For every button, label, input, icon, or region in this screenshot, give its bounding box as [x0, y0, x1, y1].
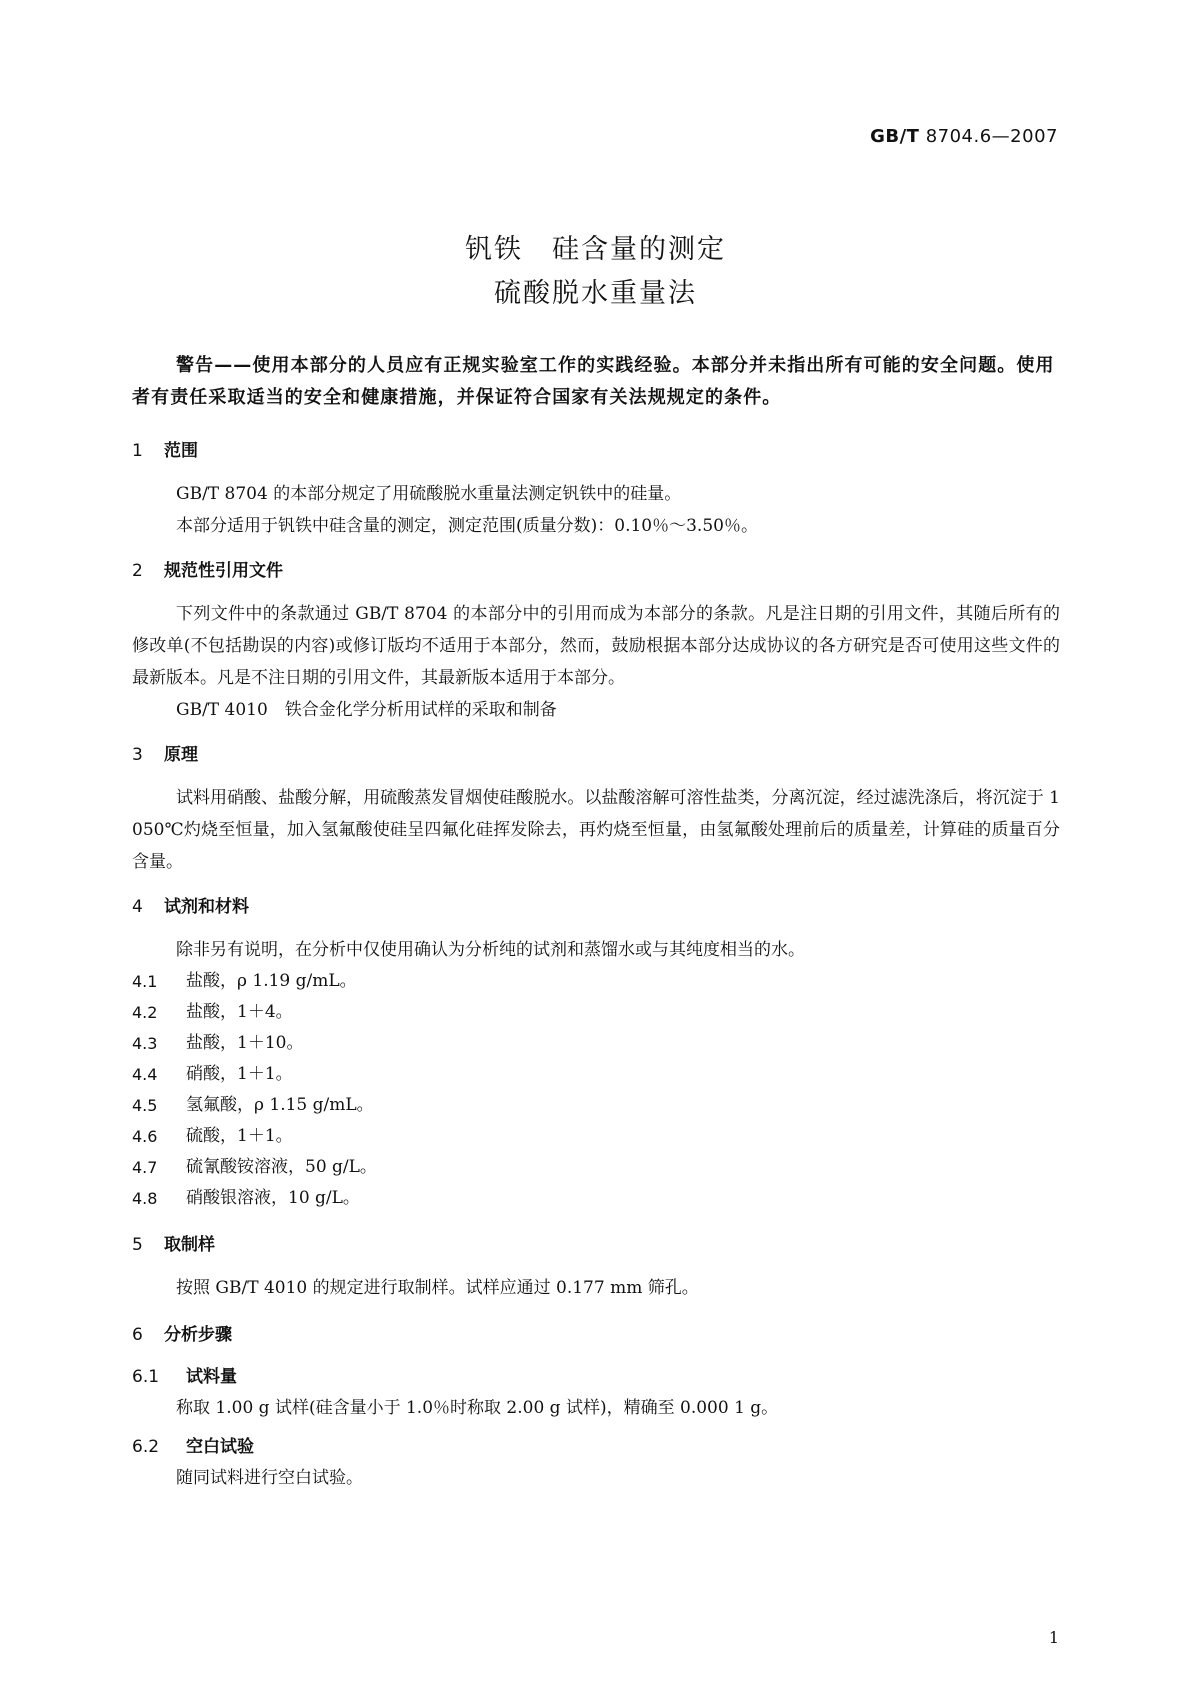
section-number: 4 [132, 897, 143, 917]
standard-prefix: GB/T [870, 126, 920, 147]
subsection-heading [132, 1432, 1060, 1462]
section-number: 2 [132, 561, 143, 581]
reagent-item [132, 1090, 1060, 1121]
section-reagents [132, 892, 1060, 1214]
title-line-1: 钒铁 硅含量的测定 [465, 234, 726, 265]
section-heading [132, 436, 1060, 466]
paragraph: 下列文件中的条款通过 GB/T 8704 的本部分中的引用而成为本部分的条款。凡是注日期的引用文件，其随后所有的修改单(不包括勘误的内容)或修订版均不适用于本部分，然而，鼓励根据本部分达成协议的各方研究是否可使用这些文件的最新版本。凡是不注日期的引用文件，其最新版本适用于本部分。 [132, 604, 1060, 688]
item-number: 4.6 [132, 1127, 158, 1146]
reagent-item [132, 997, 1060, 1028]
section-normative-references [132, 556, 1060, 726]
section-number: 1 [132, 441, 143, 461]
item-text: 氢氟酸，ρ 1.15 g/mL。 [186, 1095, 374, 1115]
subsection-title: 空白试验 [186, 1437, 254, 1457]
document-body [132, 350, 1060, 1508]
item-number: 4.4 [132, 1065, 158, 1084]
paragraph: 称取 1.00 g 试样(硅含量小于 1.0％时称取 2.00 g 试样)，精确至 0.000 1 g。 [176, 1398, 779, 1418]
reagent-item [132, 1059, 1060, 1090]
item-text: 盐酸，ρ 1.19 g/mL。 [186, 971, 357, 991]
paragraph: 试料用硝酸、盐酸分解，用硫酸蒸发冒烟使硅酸脱水。以盐酸溶解可溶性盐类，分离沉淀，经过滤洗涤后，将沉淀于 1 050℃灼烧至恒量，加入氢氟酸使硅呈四氟化硅挥发除去，再灼烧至恒量，由氢氟酸处理前后的质量差，计算硅的质量百分含量。 [132, 788, 1060, 872]
paragraph: GB/T 8704 的本部分规定了用硫酸脱水重量法测定钒铁中的硅量。 [176, 484, 682, 504]
item-text: 硝酸，1＋1。 [186, 1064, 293, 1084]
item-text: 硫氰酸铵溶液，50 g/L。 [186, 1157, 377, 1177]
section-title: 取制样 [164, 1235, 215, 1255]
section-title: 范围 [164, 441, 198, 461]
section-principle [132, 740, 1060, 878]
reagent-item [132, 1028, 1060, 1059]
item-number: 4.8 [132, 1189, 158, 1208]
title-line-2: 硫酸脱水重量法 [494, 278, 697, 309]
section-heading [132, 740, 1060, 770]
item-number: 4.2 [132, 1003, 158, 1022]
item-number: 4.1 [132, 972, 158, 991]
section-heading [132, 1230, 1060, 1260]
section-number: 6 [132, 1325, 143, 1345]
item-number: 4.7 [132, 1158, 158, 1177]
reagent-item [132, 966, 1060, 997]
item-text: 盐酸，1＋10。 [186, 1033, 304, 1053]
warning-text: 警告——使用本部分的人员应有正规实验室工作的实践经验。本部分并未指出所有可能的安全问题。使用者有责任采取适当的安全和健康措施，并保证符合国家有关法规规定的条件。 [132, 355, 1055, 408]
standard-code: 8704.6—2007 [925, 126, 1058, 147]
item-text: 硫酸，1＋1。 [186, 1126, 293, 1146]
subsection-heading [132, 1362, 1060, 1392]
section-procedure [132, 1320, 1060, 1494]
reagent-item [132, 1121, 1060, 1152]
reagent-item [132, 1152, 1060, 1183]
section-heading [132, 1320, 1060, 1350]
section-heading [132, 892, 1060, 922]
item-number: 4.3 [132, 1034, 158, 1053]
section-title: 分析步骤 [164, 1325, 232, 1345]
paragraph: 除非另有说明，在分析中仅使用确认为分析纯的试剂和蒸馏水或与其纯度相当的水。 [176, 940, 805, 960]
standard-number [870, 126, 1058, 147]
section-scope [132, 436, 1060, 542]
section-heading [132, 556, 1060, 586]
document-title [0, 228, 1191, 316]
reagent-item [132, 1183, 1060, 1214]
subsection-number: 6.2 [132, 1437, 160, 1457]
section-title: 规范性引用文件 [164, 561, 283, 581]
reference-entry: GB/T 4010 铁合金化学分析用试样的采取和制备 [176, 700, 557, 720]
item-text: 盐酸，1＋4。 [186, 1002, 293, 1022]
section-number: 3 [132, 745, 143, 765]
page-number: 1 [1048, 1628, 1059, 1647]
item-text: 硝酸银溶液，10 g/L。 [186, 1188, 360, 1208]
section-title: 试剂和材料 [164, 897, 249, 917]
paragraph: 随同试料进行空白试验。 [176, 1468, 363, 1488]
subsection-title: 试料量 [186, 1367, 237, 1387]
section-sampling [132, 1230, 1060, 1304]
paragraph: 按照 GB/T 4010 的规定进行取制样。试样应通过 0.177 mm 筛孔。 [176, 1278, 699, 1298]
paragraph: 本部分适用于钒铁中硅含量的测定，测定范围(质量分数)：0.10％～3.50％。 [176, 516, 758, 536]
item-number: 4.5 [132, 1096, 158, 1115]
subsection-number: 6.1 [132, 1367, 160, 1387]
section-title: 原理 [164, 745, 198, 765]
section-number: 5 [132, 1235, 143, 1255]
